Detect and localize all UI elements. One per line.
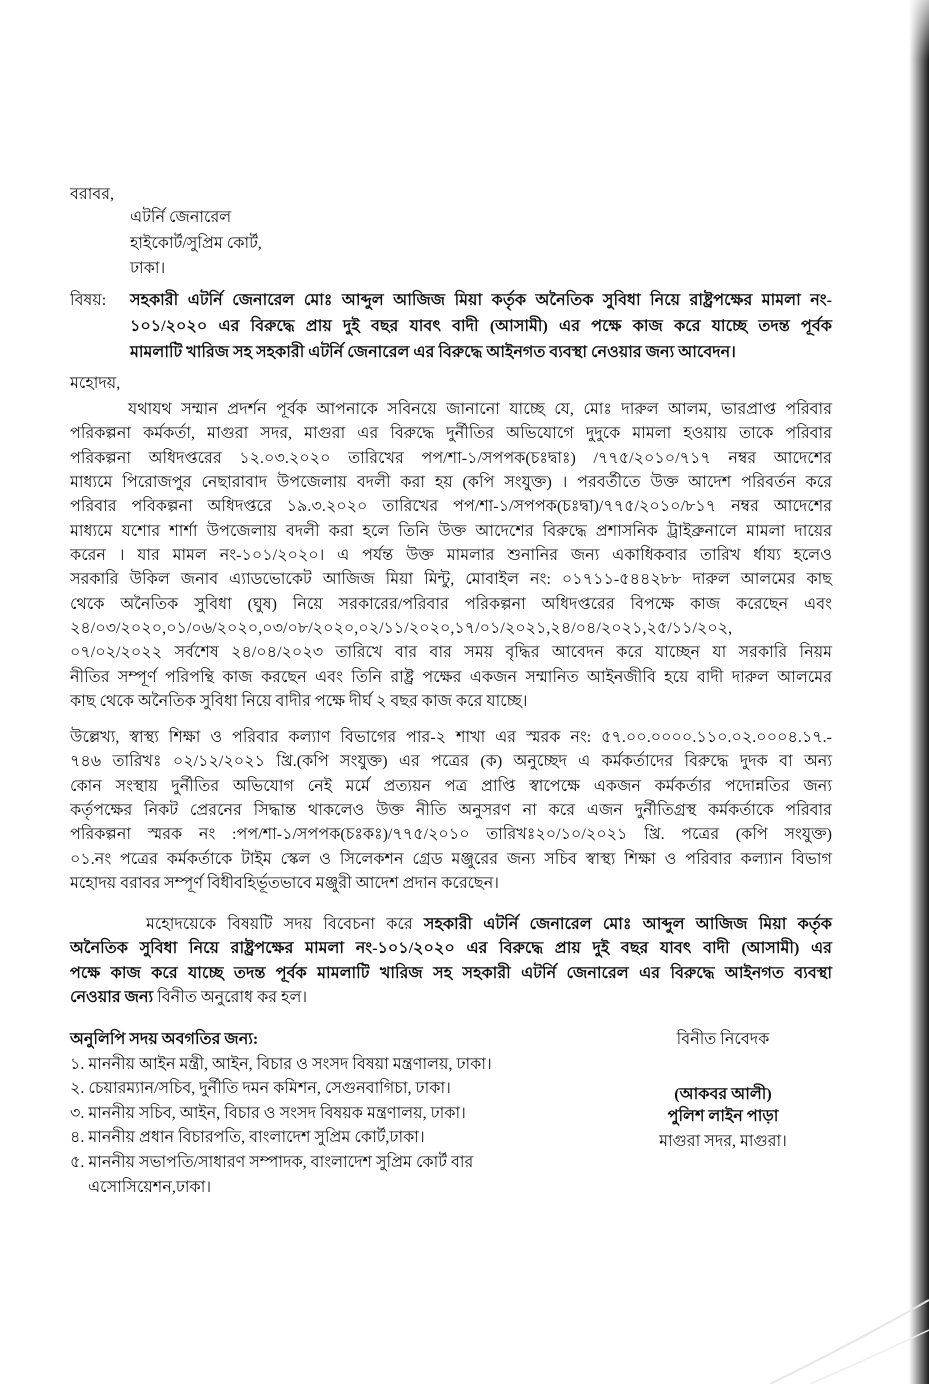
copy-list-item-continuation: এসোসিয়েশন,ঢাকা। xyxy=(88,1178,212,1196)
body-paragraph-2 xyxy=(70,726,832,896)
paragraph-line xyxy=(70,937,832,961)
body-paragraph-1 xyxy=(70,398,832,714)
paragraph-line: ০৭/০২/২০২২ সর্বশেষ ২৪/০৪/২০২৩ তারিখে বার বার সময় বৃদ্ধির আবেদন করে যাচ্ছেন যা সরকারি নিয়ম xyxy=(70,644,832,662)
subject-text xyxy=(130,288,832,366)
addressee-line: হাইকোর্ট/সুপ্রিম কোর্ট, xyxy=(130,234,262,252)
signature-address-block-1 xyxy=(638,1105,808,1129)
addressee-line: ঢাকা। xyxy=(130,260,166,277)
paragraph-line: কর্তৃপক্ষের নিকট প্রেরনের সিদ্ধান্ত থাকলেও উক্ত নীতি অনুসরণ না করে এজন দুর্নীতিগ্রস্থ কর্মকর্তাকে পরিবার xyxy=(70,801,832,819)
signatory-address-line: মাগুরা সদর, মাগুরা। xyxy=(659,1133,787,1150)
copy-list-item: ১. মাননীয় আইন মন্ত্রী, আইন, বিচার ও সংসদ বিষয়া মন্ত্রণালয়, ঢাকা। xyxy=(70,1055,492,1073)
emphasized-text: সহকারী এটর্নি জেনারেল মোঃ আব্দুল আজিজ মিয়া কর্তৃক xyxy=(423,916,833,933)
paragraph-line xyxy=(70,986,832,1010)
paragraph-line: পরিকল্পনা কর্মকর্তা, মাগুরা সদর, মাগুরা এর বিরুদ্ধে দুর্নীতির অভিযোগে দুদুকে মামলা হওয়ায় তাকে পরিবার xyxy=(70,425,832,443)
subject-label-block xyxy=(70,288,128,314)
paragraph-line: মহোদয় বরাবর সম্পূর্ণ বিধীবহির্ভূতভাবে মঞ্জুরী আদেশ প্রদান করেছেন। xyxy=(70,874,500,892)
copy-list-item: ৫. মাননীয় সভাপতি/সাধারণ সম্পাদক, বাংলাদেশ সুপ্রিম কোর্ট বার xyxy=(70,1153,474,1171)
subject-line: সহকারী এটর্নি জেনারেল মোঃ আব্দুল আজিজ মিয়া কর্তৃক অনৈতিক সুবিধা নিয়ে রাষ্ট্রপক্ষের মামলা নং- xyxy=(130,292,832,309)
copy-list-items xyxy=(70,1053,610,1201)
paragraph-line: ২৪/০৩/২০২০,০১/০৬/২০২০,০৩/০৮/২০২০,০২/১১/২০২০,১৭/০১/২০২১,২৪/০৪/২০২১,২৫/১১/২০২, xyxy=(70,619,733,637)
copy-list-item: ২. চেয়ারম্যান/সচিব, দুর্নীতি দমন কমিশন, সেগুনবাগিচা, ঢাকা। xyxy=(70,1080,451,1098)
body-paragraph-request xyxy=(70,913,832,1010)
paragraph-line xyxy=(70,962,832,986)
paragraph-line: যথাযথ সম্মান প্রদর্শন পূর্বক আপনাকে সবিনয়ে জানানো যাচ্ছে যে, মোঃ দারুল আলম, ভারপ্রাপ্ত পরিবার xyxy=(128,401,832,418)
paragraph-line: মাধ্যমে পিরোজপুর নেছারাবাদ উপজেলায় বদলী করা হয় (কপি সংযুক্ত) । পরবর্তীতে উক্ত আদেশ পরিবর্তন করে xyxy=(70,473,832,491)
paragraph-line: সরকারি উকিল জনাব এ্যাডভোকেট আজিজ মিয়া মিন্টু, মোবাইল নং: ০১৭১১-৫৪৪২৮৮ দারুল আলমের কাছ xyxy=(70,571,832,589)
paragraph-line: উল্লেখ্য, স্বাস্থ্য শিক্ষা ও পরিবার কল্যাণ বিভাগের পার-২ শাখা এর স্মরক নং: ৫৭.০০.০০০০.১১০.০২.০০০৪.১৭.- xyxy=(70,729,832,746)
text-run: বিনীত অনুরোধ কর হল। xyxy=(153,988,308,1006)
addressee-lines xyxy=(130,205,460,282)
paragraph-line: ০১.নং পত্রের কর্মকর্তাকে টাইম স্কেল ও সিলেকশন গ্রেড মঞ্জুরের জন্য সচিব স্বাস্থ্য শিক্ষা ও পরিবার কল্যান বিভাগ xyxy=(70,850,832,868)
emphasized-text: পক্ষে কাজ করে যাচ্ছে তদন্ত পূর্বক মামলাটি খারিজ সহ সহকারী এটর্নি জেনারেল এর বিরুদ্ধে আইনগত ব্যবস্থা xyxy=(70,964,832,982)
closing-phrase: বিনীত নিবেদক xyxy=(676,1031,770,1048)
paragraph-line: কাছ থেকে অনৈতিক সুবিধা নিয়ে বাদীর পক্ষে দীর্ঘ ২ বছর কাজ করে যাচ্ছে। xyxy=(70,692,528,710)
paragraph-line: পরিকল্পনা স্মরক নং :পপ/শা-১/সপপক(চঃকঃ)/৭৭৫/২০১০ তারিখঃ২০/১০/২০২১ খ্রি. পত্রের (কপি সংযুক্ত) xyxy=(70,826,832,844)
paragraph-line: ৭৪৬ তারিখঃ ০২/১২/২০২১ খ্রি.(কপি সংযুক্ত) এর পত্রের (ক) অনুচ্ছেদ এ কর্মকর্তাদের বিরুদ্ধে দুদক বা অন্য xyxy=(70,753,832,771)
paragraph-line: মাধ্যমে যশোর শার্শা উপজেলায় বদলী করা হলে তিনি উক্ত আদেশের বিরুদ্ধে প্রশাসনিক ট্রাইব্রুনালে মামলা দায়ের xyxy=(70,522,832,540)
paragraph-line: কোন সংস্থায় দুর্নীতির অভিযোগ নেই মর্মে প্রত্যয়ন পত্র প্রাপ্তি স্বাপেক্ষে একজন কর্মকর্তার পদোন্নতির জন্য xyxy=(70,777,832,795)
salutation: মহোদয়, xyxy=(70,375,121,392)
page-edge-shadow xyxy=(909,0,929,1384)
text-run: মহোদয়েকে বিষয়টি সদয় বিবেচনা করে xyxy=(146,916,424,933)
addressee-prefix: বরাবর, xyxy=(70,186,115,203)
subject-line: ১০১/২০২০ এর বিরুদ্ধে প্রায় দুই বছর যাবৎ বাদী (আসামী) এর পক্ষে কাজ করে যাচ্ছে তদন্ত পূর্বক xyxy=(130,318,832,335)
salutation-block xyxy=(70,372,290,396)
signature-name-block xyxy=(638,1083,808,1107)
emphasized-text: অনৈতিক সুবিধা নিয়ে রাষ্ট্রপক্ষের মামলা নং-১০১/২০২০ এর বিরুদ্ধে প্রায় দুই বছর যাবৎ বাদী (আসামী) এর xyxy=(70,940,832,958)
paragraph-line: থেকে অনৈতিক সুবিধা (ঘুষ) নিয়ে সরকারের/পরিবার পরিকল্পনা অধিদপ্তরের বিপক্ষে কাজ করেছেন এবং xyxy=(70,595,832,613)
paragraph-line: পরিবার পবিকল্পনা অধিদপ্তরে ১৯.৩.২০২০ তারিখের পপ/শা-১/সপপক(চঃদ্বা)/৭৭৫/২০১০/৮১৭ নম্বর আদেশের xyxy=(70,498,832,516)
emphasized-text: নেওয়ার জন্য xyxy=(70,988,154,1006)
copy-list-item: ৪. মাননীয় প্রধান বিচারপতি, বাংলাদেশ সুপ্রিম কোর্ট,ঢাকা। xyxy=(70,1129,425,1147)
copy-list-item: ৩. মাননীয় সচিব, আইন, বিচার ও সংসদ বিষয়ক মন্ত্রণালয়, ঢাকা। xyxy=(70,1104,466,1122)
paragraph-line xyxy=(146,913,832,937)
signatory-name: (আকবর আলী) xyxy=(674,1086,772,1103)
addressee-line: এটর্নি জেনারেল xyxy=(130,209,232,226)
subject-line: মামলাটি খারিজ সহ সহকারী এটর্নি জেনারেল এর বিরুদ্ধে আইনগত ব্যবস্থা নেওয়ার জন্য আবেদন। xyxy=(130,344,736,361)
paragraph-line: করেন । যার মামল নং-১০১/২০২০। এ পর্যন্ত উক্ত মামলার শুনানির জন্য একাধিকবার তারিখ র্ধায্য হলেও xyxy=(70,546,832,564)
copy-list-heading: অনুলিপি সদয় অবগতির জন্য: xyxy=(70,1031,259,1048)
copy-list xyxy=(70,1028,610,1200)
signature-closing-block xyxy=(638,1028,808,1052)
page-edge-highlight xyxy=(909,0,929,60)
paragraph-line: নীতির সম্পূর্ণ পরিপন্থি কাজ করছেন এবং তিনি রাষ্ট্র পক্ষের একজন সম্মানিত আইনজীবি হয়ে বাদী দারুল আলমের xyxy=(70,668,832,686)
signatory-address-line: পুলিশ লাইন পাড়া xyxy=(667,1108,779,1125)
signature-address-block-2 xyxy=(638,1130,808,1154)
subject-label: বিষয়: xyxy=(70,292,107,309)
addressee-block xyxy=(70,183,290,207)
paragraph-line: পরিকল্পনা অধিদপ্তরের ১২.০৩.২০২০ তারিখের পপ/শা-১/সপপক(চঃদ্বাঃ) /৭৭৫/২০১০/৭১৭ নম্বর আদেশের xyxy=(70,449,832,467)
